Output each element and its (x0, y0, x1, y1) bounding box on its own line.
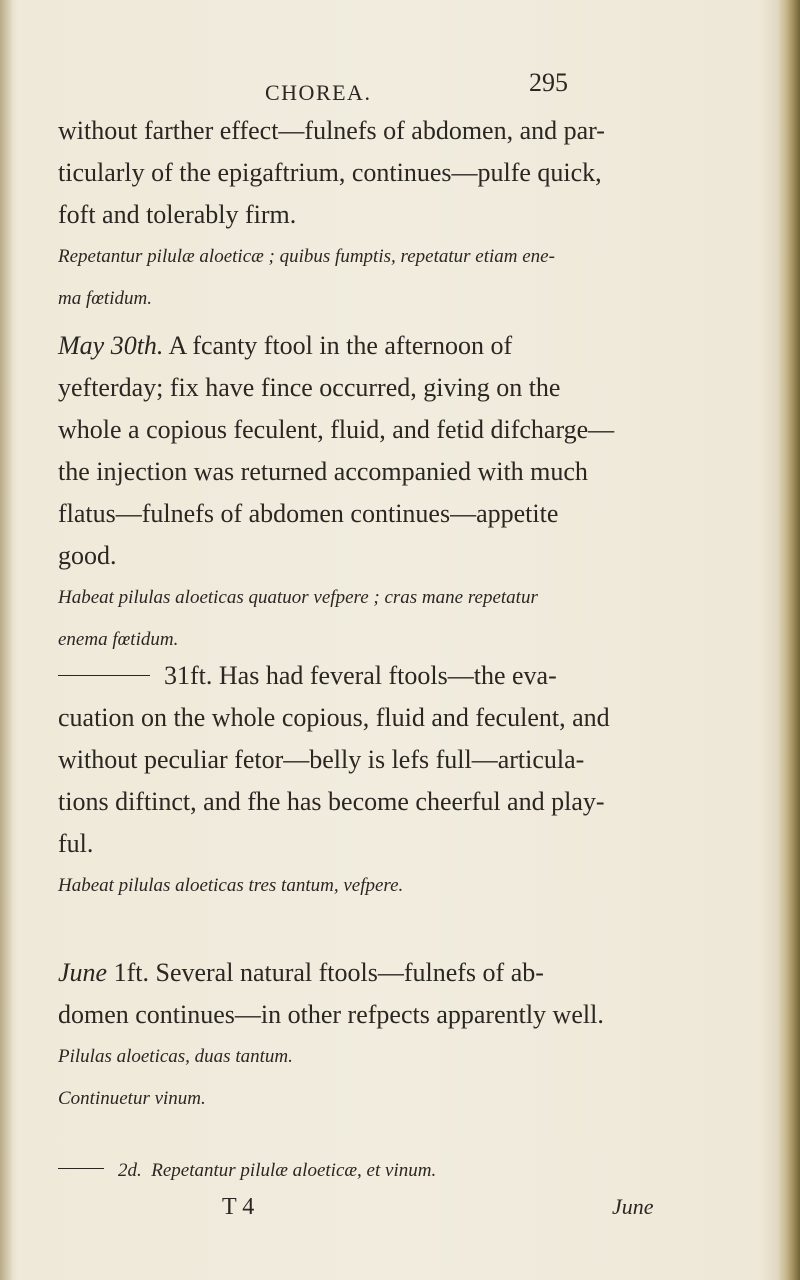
entry-first-line (58, 325, 726, 367)
text-line: without farther effect—fulnefs of abdomen, and par- (58, 116, 605, 145)
prescription-line: ma fœtidum. (58, 288, 152, 309)
running-head: CHOREA. (265, 80, 372, 105)
text-line: the injection was returned accompanied with much (58, 457, 588, 486)
prescription-line: Pilulas aloeticas, duas tantum. (58, 1046, 293, 1067)
prescription-line: Continuetur vinum. (58, 1088, 206, 1109)
text-line: tions diftinct, and fhe has become cheerful and play- (58, 787, 605, 816)
text-line: good. (58, 541, 117, 570)
catchword: June (612, 1194, 654, 1219)
entry-june-1st (58, 952, 726, 1120)
text-line: ticularly of the epigaftrium, continues—pulfe quick, (58, 158, 602, 187)
entry-text: Has had feveral ftools—the eva- (218, 661, 557, 690)
text-line: flatus—fulnefs of abdomen continues—appetite (58, 499, 559, 528)
text-line: cuation on the whole copious, fluid and feculent, and (58, 703, 610, 732)
entry-31st (58, 655, 726, 907)
entry-date: 1ft. (113, 958, 149, 987)
ditto-rule (58, 1168, 104, 1169)
prescription-line: enema fœtidum. (58, 629, 179, 650)
text-line: yefterday; fix have fince occurred, giving on the (58, 373, 561, 402)
text-line: domen continues—in other refpects apparently well. (58, 1000, 604, 1029)
entry-month: June (58, 958, 108, 987)
entry-date: 2d. (118, 1160, 142, 1181)
prescription-line: Repetantur pilulæ aloeticæ, et vinum. (151, 1160, 437, 1181)
page-number: 295 (529, 68, 568, 97)
text-line: without peculiar fetor—belly is lefs full—articula- (58, 745, 585, 774)
page-fore-edge (778, 0, 800, 1280)
text-line: ful. (58, 829, 94, 858)
prescription-line: Habeat pilulas aloeticas quatuor vefpere ; cras mane repetatur (58, 587, 538, 608)
entry-date: May 30th. (58, 331, 164, 360)
entry-date: 31ft. (164, 661, 213, 690)
prescription-line: Repetantur pilulæ aloeticæ ; quibus fumptis, repetatur etiam ene- (58, 246, 555, 267)
opening-paragraph (58, 110, 726, 320)
binding-edge (0, 0, 12, 1280)
text-line: foft and tolerably firm. (58, 200, 297, 229)
entry-first-line (58, 1150, 726, 1192)
ditto-rule (58, 675, 150, 676)
prescription-line: Habeat pilulas aloeticas tres tantum, vefpere. (58, 875, 404, 896)
entry-first-line (58, 952, 726, 994)
entry-may-30 (58, 325, 726, 661)
entry-2d (58, 1150, 726, 1192)
entry-text: A fcanty ftool in the afternoon of (168, 331, 513, 360)
signature-mark: T 4 (222, 1194, 255, 1220)
text-line: whole a copious feculent, fluid, and fetid difcharge— (58, 415, 615, 444)
entry-first-line (58, 655, 726, 697)
entry-text: Several natural ftools—fulnefs of ab- (155, 958, 544, 987)
